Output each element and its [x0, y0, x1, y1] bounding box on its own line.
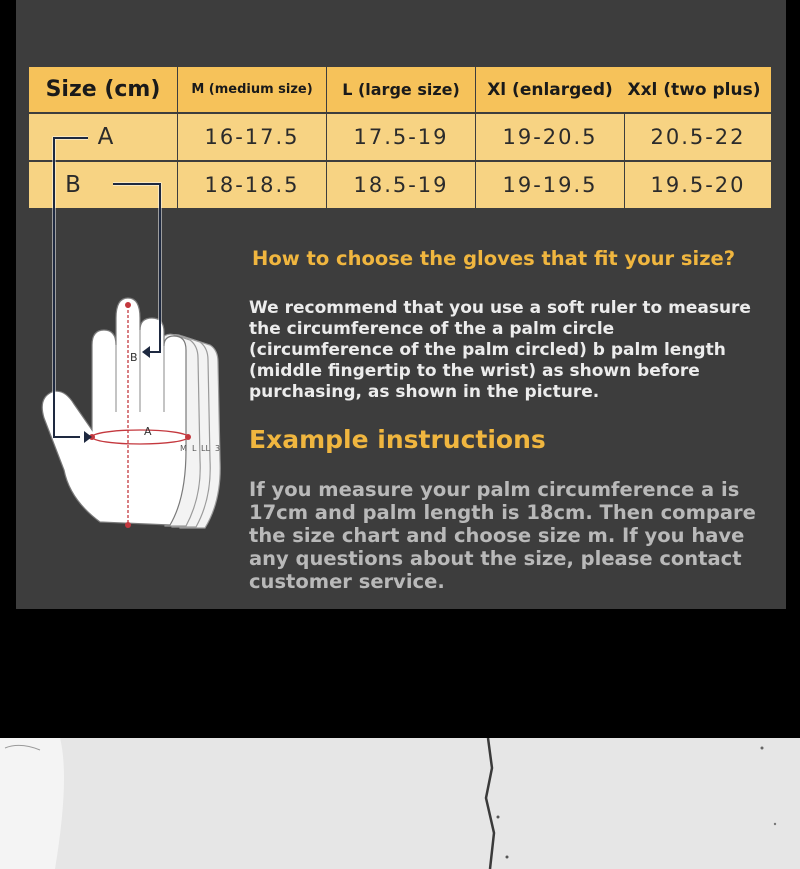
- table-cell: 19-19.5: [476, 162, 624, 208]
- table-cell: 18.5-19: [327, 162, 475, 208]
- header-xxl: Xxl (two plus): [617, 67, 771, 112]
- header-m: M (medium size): [178, 67, 326, 112]
- row-b-label: B: [65, 172, 81, 198]
- table-cell: 17.5-19: [327, 114, 475, 160]
- header-l: L (large size): [327, 67, 475, 112]
- table-cell: 18-18.5: [178, 162, 326, 208]
- product-photo-strip: [0, 738, 800, 869]
- size-mark-3: 3: [215, 444, 221, 453]
- table-cell: 20.5-22: [625, 114, 771, 160]
- header-xl: Xl (enlarged): [476, 67, 624, 112]
- how-to-choose-heading: How to choose the gloves that fit your size?: [252, 247, 736, 270]
- row-a-label: A: [97, 124, 114, 150]
- example-heading: Example instructions: [249, 425, 546, 454]
- header-size-cm: Size (cm): [29, 67, 177, 112]
- table-cell: 19.5-20: [625, 162, 771, 208]
- size-mark-ll: LL: [201, 444, 210, 453]
- recommendation-text: We recommend that you use a soft ruler to measure the circumference of the a palm circle (circumference of the palm circled) b palm length (middle fingertip to the wrist) as shown before purchasing, as shown in the picture.: [249, 298, 751, 402]
- table-cell: 16-17.5: [178, 114, 326, 160]
- photo-texture: [0, 738, 800, 869]
- size-mark-l: L: [192, 444, 197, 453]
- table-cell: 19-20.5: [476, 114, 624, 160]
- diagram-label-a: A: [144, 425, 152, 438]
- example-text: If you measure your palm circumference a is 17cm and palm length is 18cm. Then compare the size chart and choose size m. If you have any questions about the size, please contact customer service.: [249, 478, 756, 593]
- diagram-label-b: B: [130, 351, 138, 364]
- size-mark-m: M: [180, 444, 187, 453]
